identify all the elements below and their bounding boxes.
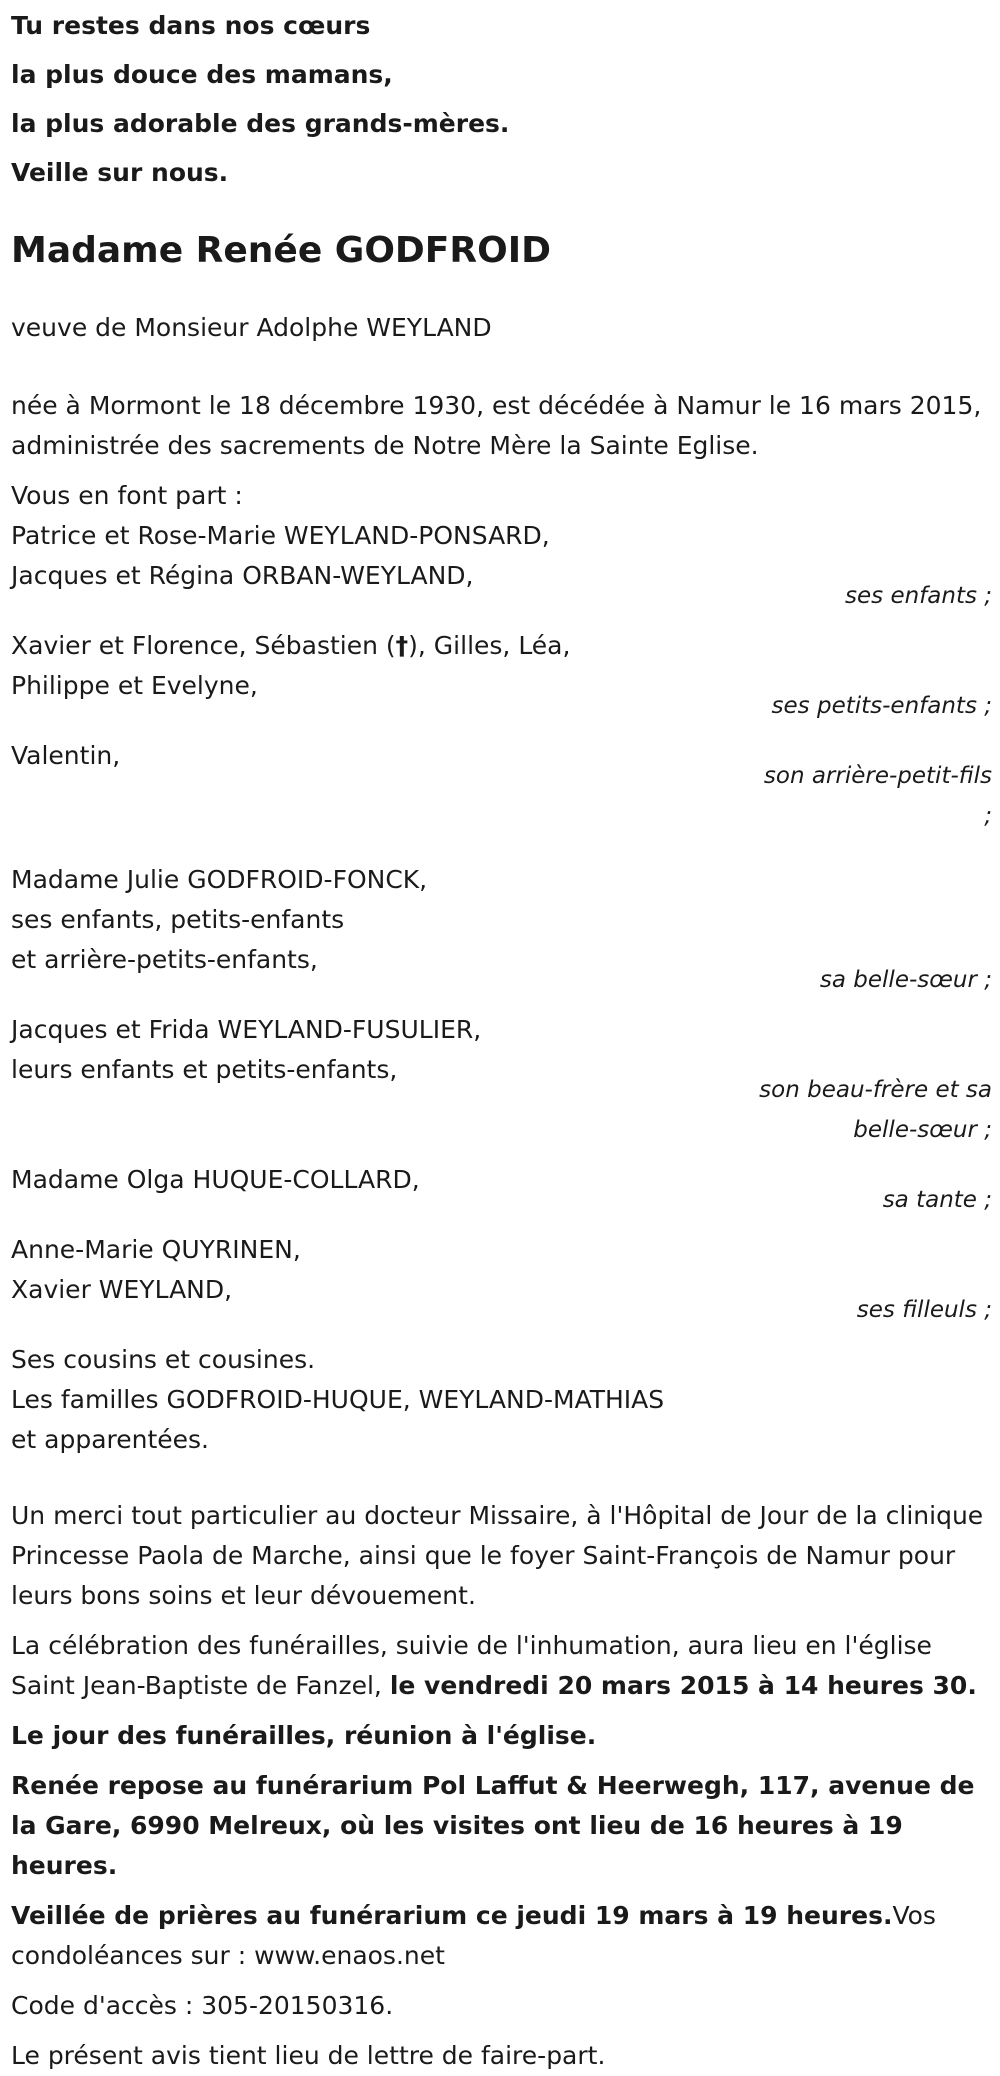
announce-line: Vous en font part :	[11, 481, 243, 510]
funeral-text	[11, 1626, 993, 1706]
poem-line: la plus douce des mamans,	[11, 60, 393, 89]
obituary-notice	[11, 0, 993, 2076]
role-line: belle-sœur ;	[853, 1117, 992, 1143]
grandchildren-text-a: Xavier et Florence, Sébastien (	[11, 631, 396, 660]
thanks-text: Un merci tout particulier au docteur Missaire, à l'Hôpital de Jour de la clinique Princesse Paola de Marche, ainsi que le foyer Saint-François de Namur pour leurs bons soins et leur dévouement.	[11, 1501, 984, 1610]
meeting-text: Le jour des funérailles, réunion à l'église.	[11, 1721, 597, 1750]
poem-line: la plus adorable des grands-mères.	[11, 109, 510, 138]
grandchildren-role: ses petits-enfants ;	[771, 693, 992, 719]
vigil-text	[11, 1896, 993, 1976]
poem	[11, 6, 993, 202]
family-line: Jacques et Régina ORBAN-WEYLAND,	[11, 561, 474, 590]
birth-death-text: née à Mormont le 18 décembre 1930, est décédée à Namur le 16 mars 2015, administrée des sacrements de Notre Mère la Sainte Eglise.	[11, 391, 982, 460]
aunt-role: sa tante ;	[882, 1187, 992, 1213]
family-line: Les familles GODFROID-HUQUE, WEYLAND-MATHIAS	[11, 1385, 665, 1414]
footer-text: Le présent avis tient lieu de lettre de faire-part.	[11, 2041, 606, 2070]
family-line	[11, 626, 993, 666]
cross-icon: †	[395, 631, 409, 660]
access-code: Code d'accès : 305-20150316.	[11, 1991, 394, 2020]
great-grandchild-role	[11, 756, 993, 836]
family-line: Jacques et Frida WEYLAND-FUSULIER,	[11, 1015, 482, 1044]
family-line: et arrière-petits-enfants,	[11, 945, 318, 974]
rest-text: Renée repose au funérarium Pol Laffut & Heerwegh, 117, avenue de la Gare, 6990 Melreux, où les visites ont lieu de 16 heures à 19 heures.	[11, 1771, 975, 1880]
great-grandchild-line: Valentin,	[11, 741, 121, 770]
family-line: et apparentées.	[11, 1425, 209, 1454]
family-line: Ses cousins et cousines.	[11, 1345, 316, 1374]
vigil-plain: Vos condoléances sur : www.enaos.net	[11, 1901, 936, 1970]
family-line: Philippe et Evelyne,	[11, 671, 258, 700]
role-line: ;	[984, 803, 992, 829]
widow-line: veuve de Monsieur Adolphe WEYLAND	[11, 313, 492, 342]
family-line: Xavier WEYLAND,	[11, 1275, 233, 1304]
sister-in-law-role: sa belle-sœur ;	[819, 967, 992, 993]
deceased-name: Madame Renée GODFROID	[11, 230, 551, 271]
aunt-line: Madame Olga HUQUE-COLLARD,	[11, 1165, 420, 1194]
role-line: son arrière-petit-fils	[763, 763, 992, 789]
family-line: Patrice et Rose-Marie WEYLAND-PONSARD,	[11, 521, 550, 550]
funeral-plain: La célébration des funérailles, suivie de l'inhumation, aura lieu en l'église Saint Jean-Baptiste de Fanzel,	[11, 1631, 932, 1700]
godchildren-role: ses filleuls ;	[856, 1297, 992, 1323]
family-line: ses enfants, petits-enfants	[11, 905, 345, 934]
children-role: ses enfants ;	[845, 583, 992, 609]
grandchildren-text-b: ), Gilles, Léa,	[408, 631, 571, 660]
family-line: Madame Julie GODFROID-FONCK,	[11, 865, 428, 894]
others-group	[11, 1340, 993, 1460]
poem-line: Tu restes dans nos cœurs	[11, 11, 371, 40]
funeral-date: le vendredi 20 mars 2015 à 14 heures 30.	[389, 1671, 977, 1700]
vigil-bold: Veillée de prières au funérarium ce jeudi 19 mars à 19 heures.	[11, 1901, 893, 1930]
family-line: Anne-Marie QUYRINEN,	[11, 1235, 301, 1264]
family-line: leurs enfants et petits-enfants,	[11, 1055, 398, 1084]
poem-line: Veille sur nous.	[11, 158, 229, 187]
role-line: son beau-frère et sa	[759, 1077, 992, 1103]
